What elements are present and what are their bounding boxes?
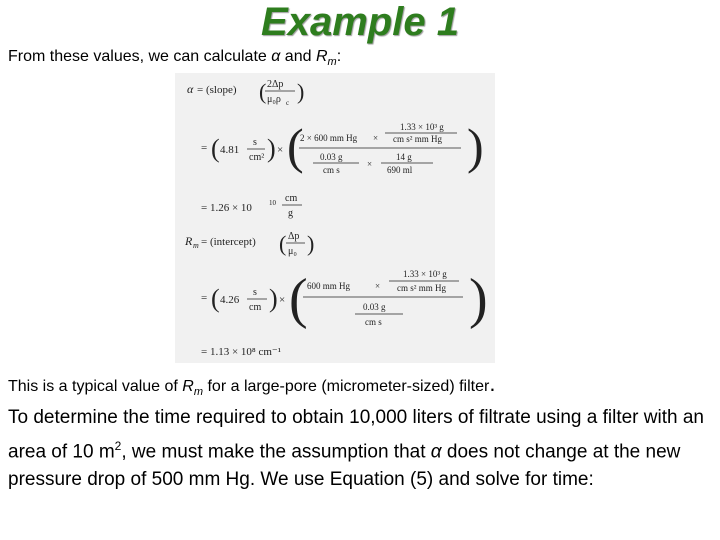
svg-text:g: g (288, 208, 293, 219)
svg-text:cm s² mm Hg: cm s² mm Hg (393, 134, 442, 144)
alpha-substitution (201, 118, 484, 175)
svg-text:cm²: cm² (249, 152, 265, 163)
svg-text:): ) (467, 118, 484, 174)
svg-text:): ) (269, 284, 278, 313)
svg-text:): ) (469, 268, 488, 330)
svg-text:1.33 × 10³ g: 1.33 × 10³ g (400, 122, 444, 132)
svg-text:(: ( (211, 284, 220, 313)
svg-text:s: s (253, 287, 257, 298)
svg-text:m: m (193, 241, 199, 250)
svg-text:(: ( (279, 231, 287, 256)
svg-text:×: × (375, 281, 381, 291)
svg-text:= 1.26 × 10: = 1.26 × 10 (201, 202, 252, 214)
typical-value-note: This is a typical value of $R_m$ for a large-pore (micrometer-sized) filter. (8, 371, 496, 399)
svg-text:(: ( (289, 268, 308, 330)
svg-text:s: s (253, 137, 257, 148)
svg-text:μ₀ρ: μ₀ρ (267, 94, 281, 105)
svg-text:×: × (373, 133, 379, 143)
svg-text:×: × (367, 159, 373, 169)
svg-text:2 × 600 mm Hg: 2 × 600 mm Hg (300, 133, 358, 143)
svg-text:= (intercept): = (intercept) (201, 236, 256, 248)
svg-text:(: ( (287, 118, 304, 174)
svg-text:): ) (267, 134, 276, 163)
equation-image (175, 73, 495, 363)
svg-text:c: c (286, 99, 290, 107)
svg-text:0.03 g: 0.03 g (320, 152, 343, 162)
svg-text:1.33 × 10³ g: 1.33 × 10³ g (403, 269, 447, 279)
svg-text:4.26: 4.26 (220, 294, 240, 306)
svg-text:14 g: 14 g (396, 152, 412, 162)
svg-text:= (slope): = (slope) (197, 84, 237, 96)
svg-text:): ) (307, 231, 315, 256)
svg-text:): ) (297, 79, 305, 104)
svg-text:×: × (279, 294, 286, 306)
svg-text:=: = (201, 142, 208, 154)
svg-text:Δp: Δp (288, 231, 300, 242)
svg-text:cm: cm (249, 302, 262, 313)
svg-text:690 ml: 690 ml (387, 165, 413, 175)
svg-text:α: α (187, 82, 194, 96)
alpha-result (201, 193, 302, 219)
svg-text:4.81: 4.81 (220, 144, 240, 156)
svg-text:cm s: cm s (323, 165, 340, 175)
svg-text:cm s² mm Hg: cm s² mm Hg (397, 283, 446, 293)
alpha-equation (187, 79, 304, 107)
svg-text:R: R (185, 234, 193, 248)
equation-derivation (175, 73, 495, 363)
slide-title: Example 1 (261, 0, 459, 44)
rm-substitution (201, 268, 488, 330)
intro-text: From these values, we can calculate α and $R_m$: (8, 48, 342, 69)
svg-text:0.03 g: 0.03 g (363, 302, 386, 312)
svg-text:×: × (277, 144, 284, 156)
svg-text:μ₀: μ₀ (288, 246, 297, 257)
rm-equation (184, 231, 314, 257)
explanation-paragraph: To determine the time required to obtain 10,000 liters of filtrate using a filter with an area of 10 $m^2$, we must make the assumption that α does not change at the new pressure drop of 500 mm Hg. We use Equation (5) and solve for time: (8, 407, 704, 491)
svg-text:= 1.13 × 10⁸ cm⁻¹: = 1.13 × 10⁸ cm⁻¹ (201, 346, 282, 358)
svg-text:600 mm Hg: 600 mm Hg (307, 281, 351, 291)
svg-text:2Δp: 2Δp (267, 79, 284, 90)
svg-text:cm: cm (285, 193, 298, 204)
svg-text:(: ( (259, 79, 267, 104)
svg-text:=: = (201, 292, 208, 304)
svg-text:(: ( (211, 134, 220, 163)
svg-text:10: 10 (269, 199, 276, 207)
svg-text:cm s: cm s (365, 317, 382, 327)
rm-result (201, 346, 281, 358)
